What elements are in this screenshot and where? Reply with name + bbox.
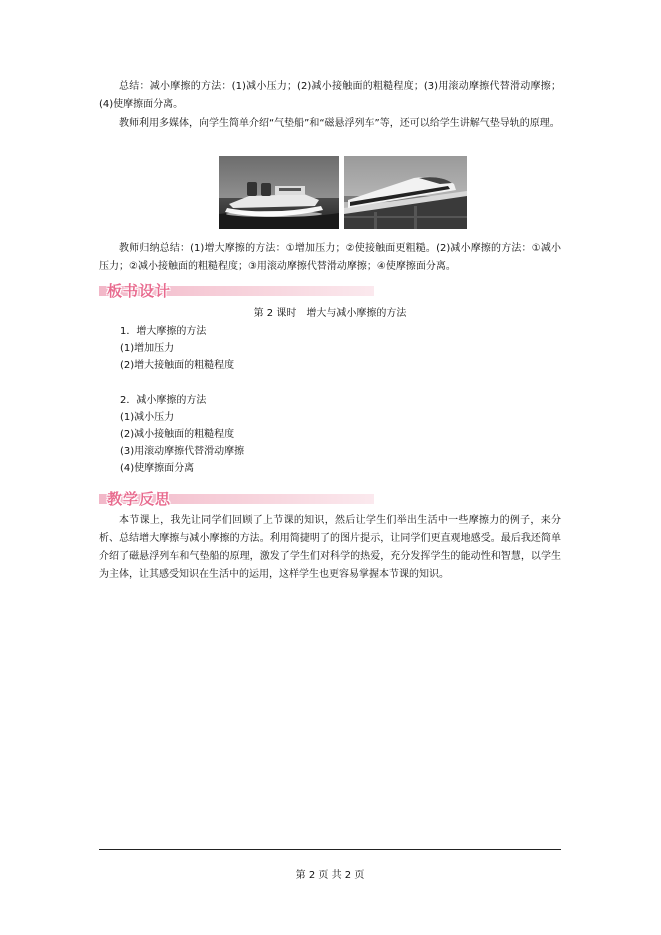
hovercraft-photo xyxy=(219,156,339,229)
section-1-title: 1．增大摩擦的方法 xyxy=(120,326,207,337)
footer-divider xyxy=(99,849,561,850)
section-1-item: (1)增加压力 xyxy=(120,343,175,354)
board-design-banner xyxy=(99,280,379,302)
section-2-item: (2)减小接触面的粗糙程度 xyxy=(120,429,235,440)
current-page-number: 2 xyxy=(308,870,316,881)
total-page-number: 2 xyxy=(344,870,352,881)
section-2-item: (3)用滚动摩擦代替滑动摩擦 xyxy=(120,446,245,457)
section-2-title: 2．减小摩擦的方法 xyxy=(120,395,207,406)
board-title: 第 2 课时 增大与减小摩擦的方法 xyxy=(253,308,407,319)
intro-paragraph: 教师利用多媒体，向学生简单介绍“气垫船”和“磁悬浮列车”等，还可以给学生讲解气垫导轨的原理。 xyxy=(119,118,560,129)
maglev-train-photo xyxy=(344,156,467,229)
reflection-heading: 教学反思 xyxy=(107,490,172,508)
board-design-heading: 板书设计 xyxy=(107,282,172,300)
page-footer xyxy=(99,866,561,881)
reflection-paragraph: 本节课上，我先让同学们回顾了上节课的知识，然后让学生们举出生活中一些摩擦力的例子，来分析、总结增大摩擦与减小摩擦的方法。利用简捷明了的图片提示，让同学们更直观地感受。最后我还简单介绍了磁悬浮列车和气垫船的原理，激发了学生们对科学的热爱，充分发挥学生的能动性和智慧，以学生为主体，让其感受知识在生活中的运用，这样学生也更容易掌握本节课的知识。 xyxy=(99,515,561,580)
section-1-item: (2)增大接触面的粗糙程度 xyxy=(120,360,235,371)
footer-prefix: 第 xyxy=(295,870,306,881)
footer-suffix: 页 xyxy=(354,870,365,881)
reflection-banner xyxy=(99,488,379,510)
summary-paragraph-2: 教师归纳总结：(1)增大摩擦的方法：①增加压力；②使接触面更粗糙。(2)减小摩擦的方法：①减小压力；②减小接触面的粗糙程度；③用滚动摩擦代替滑动摩擦；④使摩擦面分离。 xyxy=(99,243,561,272)
section-2-item: (4)使摩擦面分离 xyxy=(120,463,195,474)
summary-paragraph-1: 总结：减小摩擦的方法：(1)减小压力；(2)减小接触面的粗糙程度；(3)用滚动摩擦代替滑动摩擦；(4)使摩擦面分离。 xyxy=(99,81,561,110)
section-2-item: (1)减小压力 xyxy=(120,412,175,423)
photo-row xyxy=(219,156,467,229)
footer-middle: 页 共 xyxy=(318,870,342,881)
